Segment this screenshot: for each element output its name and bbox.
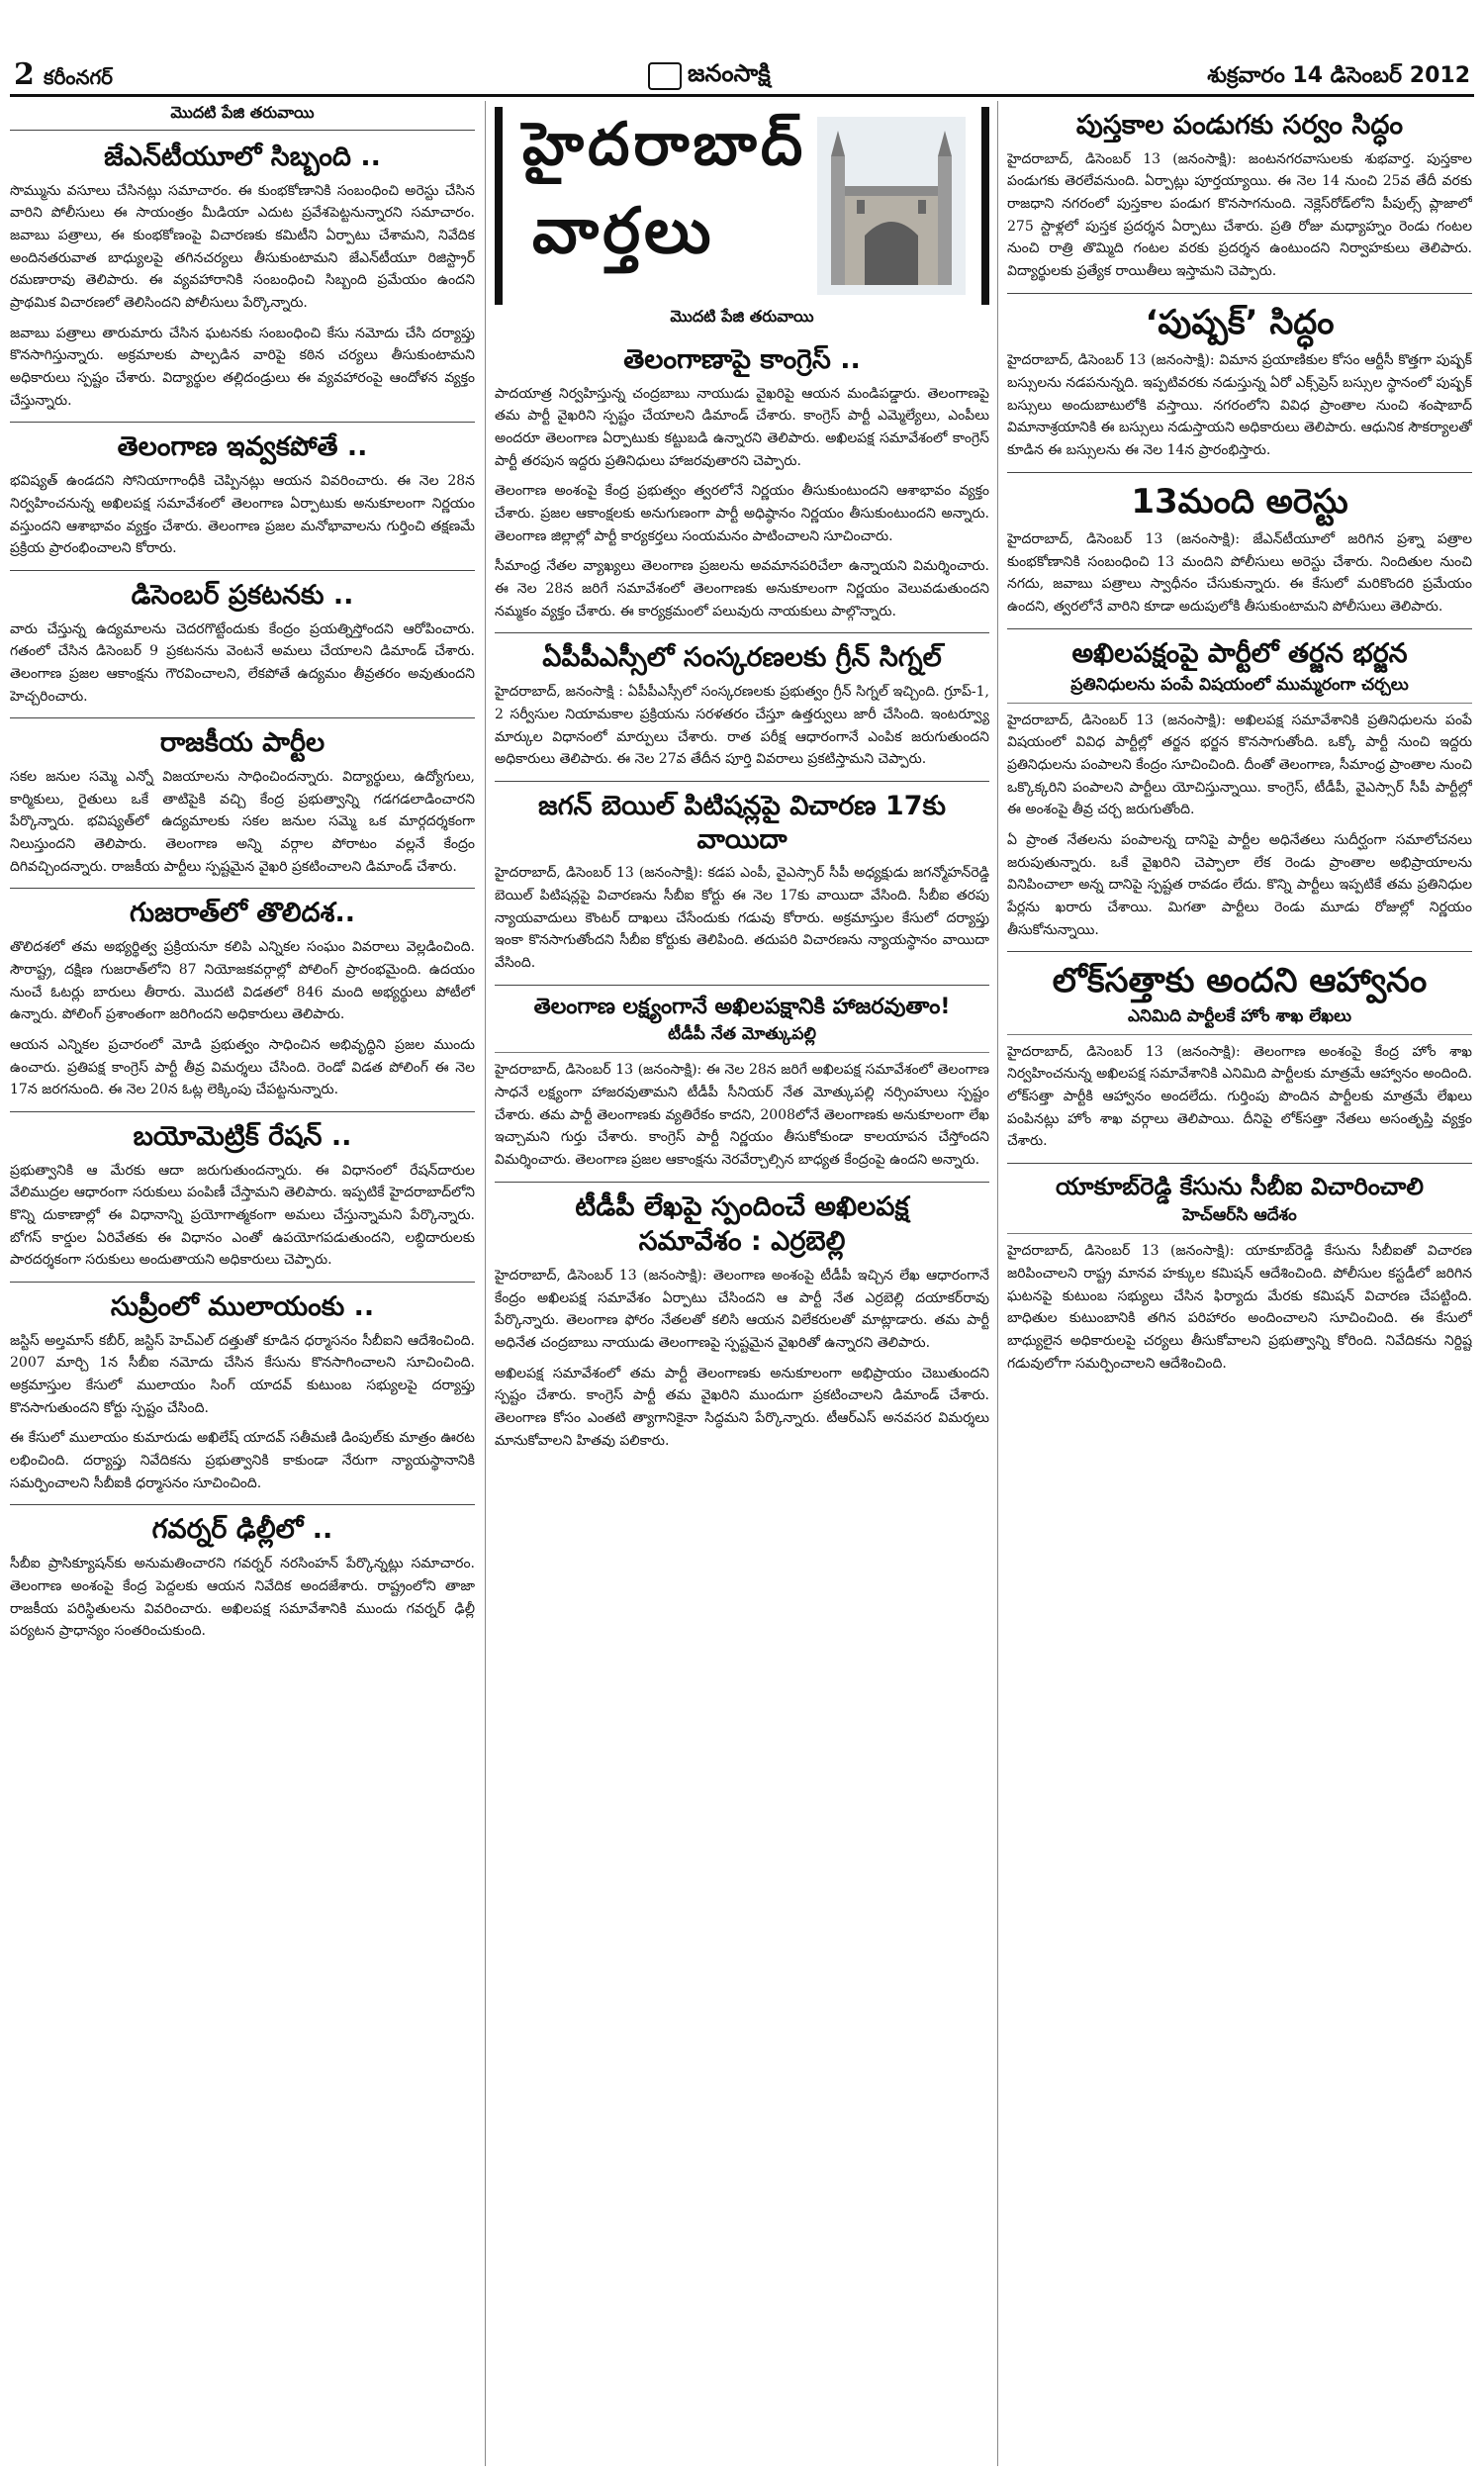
logo-emblem-icon: [648, 62, 682, 90]
article: [1007, 109, 1472, 283]
hyderabad-news-masthead: [495, 107, 989, 305]
article-paragraph: హైదరాబాద్, డిసెంబర్ 13 (జనంసాక్షి): కడప ఎంపీ, వైఎస్సార్ సీపీ అధ్యక్షుడు జగన్మోహన్‌రెడ్డి బెయిల్ పిటిషన్లపై విచారణను సీబీఐ కోర్టు ఈ నెల 17కు వాయిదా వేసింది. సీబీఐ తరపు న్యాయవాదులు కౌంటర్ దాఖలు చేసేందుకు గడువు కోరారు. అక్రమాస్తుల కేసులో దర్యాప్తు ఇంకా కొనసాగుతోందని సీబీఐ కోర్టుకు తెలిపింది. తదుపరి విచారణను న్యాయస్థానం వాయిదా వేసింది.: [495, 865, 989, 972]
article: [1007, 1172, 1472, 1375]
article-paragraph: అఖిలపక్ష సమావేశంలో తమ పార్టీ తెలంగాణకు అనుకూలంగా అభిప్రాయం చెబుతుందని స్పష్టం చేశారు. కాంగ్రెస్ పార్టీ తమ వైఖరిని ముందుగా ప్రకటించాలని డిమాండ్ చేశారు. తెలంగాణ కోసం ఎంతటి త్యాగానికైనా సిద్ధమని పేర్కొన్నారు. టీఆర్‌ఎస్ అనవసర విమర్శలు మానుకోవాలని హితవు పలికారు.: [495, 1365, 989, 1449]
column-left: [10, 101, 475, 2466]
edition-city: కరీంనగర్: [44, 65, 113, 89]
issue-date: శుక్రవారం 14 డిసెంబర్ 2012: [1207, 63, 1470, 88]
article: [495, 790, 989, 975]
article-paragraph: ఆయన ఎన్నికల ప్రచారంలో మోడి ప్రభుత్వం సాధించిన అభివృద్ధిని ప్రజల ముందు ఉంచారు. ప్రతిపక్ష కాంగ్రెస్ పార్టీ తీవ్ర విమర్శలు చేసింది. రెండో విడత పోలింగ్ ఈ నెల 17న జరగనుంది. ఈ నెల 20న ఓట్ల లెక్కింపు చేపట్టనున్నారు.: [10, 1036, 475, 1098]
article-divider: [495, 1182, 989, 1183]
article-headline: తెలంగాణ లక్ష్యంగానే అఖిలపక్షానికి హాజరవుతాం!: [533, 994, 951, 1019]
continued-banner: మొదటి పేజి తరువాయి: [10, 101, 475, 131]
article-headline: లోక్‌సత్తాకు అందని ఆహ్వానం: [1052, 961, 1428, 1001]
article-paragraph: సొమ్మును వసూలు చేసినట్లు సమాచారం. ఈ కుంభకోణానికి సంబంధించి అరెస్టు చేసిన వారిని పోలీసులు ఈ సాయంత్రం మీడియా ఎదుట ప్రవేశపెట్టనున్నారని సమాచారం. జవాబు పత్రాలు, ఈ కుంభకోణంపై విచారణకు కమిటీని ఏర్పాటు చేశామని, నివేదిక అందినతరువాత బాధ్యులపై తగినచర్యలు తీసుకుంటామని జేఎన్‌టీయూ రిజిస్ట్రార్ రమణారావు తెలిపారు. ఈ వ్యవహారానికి సంబంధించి సిబ్బంది ప్రమేయం ఉందని ప్రాథమిక విచారణలో తెలిసిందని పోలీసులు పేర్కొన్నారు.: [10, 182, 475, 312]
article-headline: సుప్రీంలో ములాయంకు ..: [110, 1291, 375, 1323]
article-paragraph: వారు చేస్తున్న ఉద్యమాలను చెదరగొట్టేందుకు కేంద్రం ప్రయత్నిస్తోందని ఆరోపించారు. గతంలో చేసిన డిసెంబర్ 9 ప్రకటనను వెంటనే అమలు చేయాలని డిమాండ్ చేశారు. తెలంగాణ ప్రజల ఆకాంక్షను గౌరవించాలని, లేకపోతే ఉద్యమం తీవ్రతరం అవుతుందని హెచ్చరించారు.: [10, 620, 475, 705]
article-headline: యాకూబ్‌రెడ్డి కేసును సీబీఐ విచారించాలి: [1056, 1173, 1424, 1201]
article-subhead: ప్రతినిధులను పంపే విషయంలో ముమ్మరంగా చర్చలు: [1007, 675, 1472, 704]
article-paragraph: జస్టిస్ అల్తమాస్ కబీర్, జస్టిస్ హెచ్‌ఎల్ దత్తుతో కూడిన ధర్మాసనం సీబీఐని ఆదేశించింది. 2007 మార్చి 1న సీబీఐ నమోదు చేసిన కేసును కొనసాగించాలని సూచించింది. అక్రమాస్తుల కేసులో ములాయం సింగ్ యాదవ్ కుటుంబ సభ్యులపై దర్యాప్తు కొనసాగుతుందని కోర్టు స్పష్టం చేసింది.: [10, 1332, 475, 1416]
article: [495, 1190, 989, 1453]
article: [1007, 302, 1472, 462]
article-divider: [10, 1504, 475, 1505]
article: [10, 1120, 475, 1272]
article-headline-line2: సమావేశం : ఎర్రబెల్లి: [638, 1226, 846, 1258]
masthead-rule: [10, 94, 1474, 97]
article-paragraph: హైదరాబాద్, డిసెంబర్ 13 (జనంసాక్షి): ఈ నెల 28న జరిగే అఖిలపక్ష సమావేశంలో తెలంగాణ సాధనే లక్ష్యంగా హాజరవుతామని టీడీపీ సీనియర్ నేత మోత్కుపల్లి నర్సింహులు స్పష్టం చేశారు. తమ పార్టీ తెలంగాణకు వ్యతిరేకం కాదని, 2008లోనే తెలంగాణకు అనుకూలంగా లేఖ ఇచ్చామని గుర్తు చేశారు. కాంగ్రెస్ పార్టీ నిర్ణయం తీసుకోకుండా కాలయాపన చేస్తోందని విమర్శించారు. తెలంగాణ ప్రజల ఆకాంక్షను నెరవేర్చాల్సిన బాధ్యత కేంద్రంపై ఉందని అన్నారు.: [495, 1062, 989, 1168]
article-divider: [10, 888, 475, 889]
article: [1007, 637, 1472, 941]
article-headline: అఖిలపక్షంపై పార్టీలో తర్జన భర్జన: [1071, 637, 1408, 669]
article-paragraph: హైదరాబాద్, డిసెంబర్ 13 (జనంసాక్షి): తెలంగాణ అంశంపై టీడీపీ ఇచ్చిన లేఖ ఆధారంగానే కేంద్రం అఖిలపక్ష సమావేశం ఏర్పాటు చేసిందని ఆ పార్టీ నేత ఎర్రబెల్లి దయాకర్‌రావు పేర్కొన్నారు. తెలంగాణ ఫోరం నేతలతో కలిసి ఆయన విలేకరులతో మాట్లాడారు. తమ పార్టీ అధినేత చంద్రబాబు నాయుడు తెలంగాణపై స్పష్టమైన వైఖరితో ఉన్నారని తెలిపారు.: [495, 1268, 989, 1352]
article-paragraph: హైదరాబాద్, జనంసాక్షి : ఏపీపీఎస్సీలో సంస్కరణలకు ప్రభుత్వం గ్రీన్ సిగ్నల్ ఇచ్చింది. గ్రూప్-1, 2 సర్వీసుల నియామకాల ప్రక్రియను సరళతరం చేస్తూ ఉత్తర్వులు జారీ చేసింది. ఇంటర్వ్యూ మార్కుల విధానంలో మార్పులు చేశారు. రాత పరీక్ష ఆధారంగానే ఎంపిక జరుగుతుందని అధికారులు తెలిపారు. ఈ నెల 27వ తేదీన పూర్తి వివరాలు ప్రకటిస్తామని చెప్పారు.: [495, 684, 989, 768]
article-paragraph: జవాబు పత్రాలు తారుమారు చేసిన ఘటనకు సంబంధించి కేసు నమోదు చేసి దర్యాప్తు కొనసాగిస్తున్నారు. అక్రమాలకు పాల్పడిన వారిపై కఠిన చర్యలు తీసుకుంటామని అధికారులు స్పష్టం చేశారు. విద్యార్థుల తల్లిదండ్రులు ఈ వ్యవహారంపై ఆందోళన వ్యక్తం చేస్తున్నారు.: [10, 325, 475, 409]
article-divider: [10, 1282, 475, 1283]
article-headline: డిసెంబర్ ప్రకటనకు ..: [131, 579, 354, 611]
article-subhead: ఎనిమిది పార్టీలకే హోం శాఖ లేఖలు: [1007, 1006, 1472, 1035]
newspaper-logo: [648, 61, 771, 91]
article-headline: ‘పుష్పక్’ సిద్ధం: [1145, 302, 1335, 342]
continued-banner: మొదటి పేజి తరువాయి: [670, 307, 814, 326]
article: [495, 994, 989, 1172]
article-divider: [10, 1111, 475, 1112]
article-divider: [10, 570, 475, 571]
article-headline: టీడీపీ లేఖపై స్పందించే అఖిలపక్ష: [575, 1190, 909, 1222]
article-headline: 13మంది అరెస్టు: [1131, 481, 1348, 522]
article-paragraph: ప్రభుత్వానికి ఆ మేరకు ఆదా జరుగుతుందన్నారు. ఈ విధానంలో రేషన్‌దారుల వేలిముద్రల ఆధారంగా సరుకులు పంపిణీ చేస్తామని తెలిపారు. ఇప్పటికే హైదరాబాద్‌లోని కొన్ని దుకాణాల్లో ఈ విధానాన్ని ప్రయోగాత్మకంగా అమలు చేస్తున్నామని పేర్కొన్నారు. బోగస్ కార్డుల ఏరివేతకు ఈ విధానం ఎంతో ఉపయోగపడుతుందని, లబ్ధిదారులకు పారదర్శకంగా సరుకులు అందుతాయని అధికారులు చెప్పారు.: [10, 1162, 475, 1269]
article-headline: జేఎన్‌టీయూలో సిబ్బంది ..: [104, 142, 381, 172]
masthead: [0, 0, 1484, 95]
article-paragraph: తొలిదశలో తమ అభ్యర్థిత్వ ప్రక్రియనూ కలిపి ఎన్నికల సంఘం వివరాలు వెల్లడించింది. సౌరాష్ట్ర, దక్షిణ గుజరాత్‌లోని 87 నియోజకవర్గాల్లో పోలింగ్ ప్రారంభమైంది. ఉదయం నుంచే ఓటర్లు బారులు తీరారు. మొదటి విడతలో 846 మంది అభ్యర్థులు పోటీలో ఉన్నారు. పోలింగ్ ప్రశాంతంగా జరిగిందని అధికారులు తెలిపారు.: [10, 939, 475, 1023]
article: [10, 1513, 475, 1642]
article: [10, 1290, 475, 1494]
charminar-icon: [817, 117, 966, 295]
article-paragraph: హైదరాబాద్, డిసెంబర్ 13 (జనంసాక్షి): యాకూబ్‌రెడ్డి కేసును సీబీఐతో విచారణ జరిపించాలని రాష్ట్ర మానవ హక్కుల కమిషన్ ఆదేశించింది. పోలీసుల కస్టడీలో జరిగిన ఘటనపై కుటుంబ సభ్యులు చేసిన ఫిర్యాదు మేరకు కమిషన్ విచారణ చేపట్టింది. బాధితుల కుటుంబానికి తగిన పరిహారం అందించాలని సూచించింది. ఈ కేసులో బాధ్యులైన అధికారులపై చర్యలు తీసుకోవాలని ప్రభుత్వాన్ని కోరింది. నివేదికను నిర్దిష్ట గడువులోగా సమర్పించాలని ఆదేశించింది.: [1007, 1243, 1472, 1372]
article-paragraph: ఏ ప్రాంత నేతలను పంపాలన్న దానిపై పార్టీల అధినేతలు సుదీర్ఘంగా సమాలోచనలు జరుపుతున్నారు. ఒకే వైఖరిని చెప్పాలా లేక రెండు ప్రాంతాల అభిప్రాయాలను వినిపించాలా అన్న దానిపై స్పష్టత రావడం లేదు. కొన్ని పార్టీలు ఇప్పటికే తమ ప్రతినిధుల పేర్లను ఖరారు చేశాయి. మిగతా పార్టీలు రెండు మూడు రోజుల్లో నిర్ణయం తీసుకోనున్నాయి.: [1007, 831, 1472, 938]
article: [1007, 960, 1472, 1153]
article-paragraph: హైదరాబాద్, డిసెంబర్ 13 (జనంసాక్షి): తెలంగాణ అంశంపై కేంద్ర హోం శాఖ నిర్వహించనున్న అఖిలపక్ష సమావేశానికి ఎనిమిది పార్టీలకు మాత్రమే ఆహ్వానం అందింది. లోక్‌సత్తా పార్టీకి ఆహ్వానం అందలేదు. గుర్తింపు పొందిన పార్టీలకు మాత్రమే లేఖలు పంపినట్లు హోం శాఖ వర్గాలు తెలిపాయి. దీనిపై లోక్‌సత్తా నేతలు అసంతృప్తి వ్యక్తం చేశారు.: [1007, 1043, 1472, 1150]
article-divider: [1007, 628, 1472, 629]
article-divider: [10, 422, 475, 423]
article-paragraph: ఈ కేసులో ములాయం కుమారుడు అఖిలేష్ యాదవ్ సతీమణి డింపుల్‌కు మాత్రం ఊరట లభించింది. దర్యాప్తు నివేదికను ప్రభుత్వానికి కాకుండా నేరుగా న్యాయస్థానానికి సమర్పించాలని సీబీఐకి ధర్మాసనం సూచించింది.: [10, 1430, 475, 1491]
article-divider: [1007, 472, 1472, 473]
article-divider: [10, 717, 475, 718]
logo-text: జనంసాక్షి: [688, 59, 771, 87]
column-divider-1: [485, 101, 486, 2466]
article-paragraph: భవిష్యత్ ఉండదని సోనియాగాంధీకి చెప్పినట్లు ఆయన వివరించారు. ఈ నెల 28న నిర్వహించనున్న అఖిలపక్ష సమావేశంలో తెలంగాణ ఏర్పాటుకు అనుకూలంగా నిర్ణయం వస్తుందని ఆశాభావం వ్యక్తం చేశారు. తెలంగాణ ప్రజల మనోభావాలను గుర్తించి తక్షణమే ప్రక్రియ ప్రారంభించాలని కోరారు.: [10, 473, 475, 557]
article: [495, 641, 989, 770]
article-divider: [1007, 1163, 1472, 1164]
article-divider: [495, 781, 989, 782]
article-paragraph: హైదరాబాద్, డిసెంబర్ 13 (జనంసాక్షి): అఖిలపక్ష సమావేశానికి ప్రతినిధులను పంపే విషయంలో వివిధ పార్టీల్లో తర్జన భర్జన కొనసాగుతోంది. ఒక్కో పార్టీ నుంచి ఇద్దరు ప్రతినిధులను పంపాలని కేంద్రం సూచించింది. దీంతో తెలంగాణ, సీమాంధ్ర ప్రాంతాల నుంచి ఒక్కొక్కరిని పంపాలని పార్టీలు యోచిస్తున్నాయి. కాంగ్రెస్, టీడీపీ, వైఎస్సార్ సీపీ పార్టీల్లో ఈ అంశంపై తీవ్ర చర్చ జరుగుతోంది.: [1007, 712, 1472, 818]
article-headline: తెలంగాణ ఇవ్వకపోతే ..: [117, 431, 368, 463]
article-subhead: టీడీపీ నేత మోత్కుపల్లి: [495, 1024, 989, 1053]
article: [10, 430, 475, 559]
article-paragraph: హైదరాబాద్, డిసెంబర్ 13 (జనంసాక్షి): జేఎన్‌టీయూలో జరిగిన ప్రశ్నా పత్రాల కుంభకోణానికి సంబంధించి 13 మందిని పోలీసులు అరెస్టు చేశారు. నిందితుల నుంచి నగదు, జవాబు పత్రాలు స్వాధీనం చేసుకున్నారు. ఈ కేసులో మరికొందరి ప్రమేయం ఉందని, త్వరలోనే వారిని కూడా అదుపులోకి తీసుకుంటామని పోలీసులు తెలిపారు.: [1007, 531, 1472, 616]
article-headline: పుస్తకాల పండుగకు సర్వం సిద్ధం: [1075, 110, 1404, 141]
article-paragraph: సీబీఐ ప్రాసిక్యూషన్‌కు అనుమతించారని గవర్నర్ నరసింహన్ పేర్కొన్నట్లు సమాచారం. తెలంగాణ అంశంపై కేంద్ర పెద్దలకు ఆయన నివేదిక అందజేశారు. రాష్ట్రంలోని తాజా రాజకీయ పరిస్థితులను వివరించారు. అఖిలపక్ష సమావేశానికి ముందు గవర్నర్ ఢిల్లీ పర్యటన ప్రాధాన్యం సంతరించుకుంది.: [10, 1556, 475, 1640]
article: [10, 141, 475, 412]
article: [10, 579, 475, 708]
article-paragraph: సీమాంధ్ర నేతల వ్యాఖ్యలు తెలంగాణ ప్రజలను అవమానపరిచేలా ఉన్నాయని విమర్శించారు. ఈ నెల 28న జరిగే సమావేశంలో తెలంగాణకు అనుకూలంగా నిర్ణయం వెలువడుతుందని నమ్మకం వ్యక్తం చేశారు. ఈ కార్యక్రమంలో పలువురు నాయకులు పాల్గొన్నారు.: [495, 558, 989, 619]
article: [1007, 481, 1472, 618]
article-paragraph: పాదయాత్ర నిర్వహిస్తున్న చంద్రబాబు నాయుడు వైఖరిపై ఆయన మండిపడ్డారు. తెలంగాణపై తమ పార్టీ వైఖరిని స్పష్టం చేయాలని డిమాండ్ చేశారు. కాంగ్రెస్ పార్టీ ఎమ్మెల్యేలు, ఎంపీలు అందరూ తెలంగాణ ఏర్పాటుకు కట్టుబడి ఉన్నారని తెలిపారు. అఖిలపక్ష సమావేశంలో కాంగ్రెస్ పార్టీ తరపున ఇద్దరు ప్రతినిధులు హాజరవుతారని చెప్పారు.: [495, 385, 989, 469]
article-subhead: హెచ్‌ఆర్‌సి ఆదేశం: [1007, 1205, 1472, 1234]
article-headline: రాజకీయ పార్టీల: [159, 727, 325, 759]
article-divider: [495, 985, 989, 986]
article-paragraph: హైదరాబాద్, డిసెంబర్ 13 (జనంసాక్షి): విమాన ప్రయాణికుల కోసం ఆర్టీసీ కొత్తగా పుష్పక్ బస్సులను నడపనున్నది. ఇప్పటివరకు నడుస్తున్న ఏరో ఎక్స్‌ప్రెస్ బస్సుల స్థానంలో పుష్పక్ బస్సులు అందుబాటులోకి వస్తాయి. నగరంలోని వివిధ ప్రాంతాల నుంచి శంషాబాద్ విమానాశ్రయానికి ఈ బస్సులు నడుస్తాయని అధికారులు తెలిపారు. ఆధునిక సౌకర్యాలతో కూడిన ఈ బస్సులను ఈ నెల 14న ప్రారంభిస్తారు.: [1007, 352, 1472, 458]
article: [10, 726, 475, 878]
article-headline: బయోమెట్రిక్ రేషన్ ..: [133, 1120, 352, 1152]
article-paragraph: హైదరాబాద్, డిసెంబర్ 13 (జనంసాక్షి): జంటనగరవాసులకు శుభవార్త. పుస్తకాల పండుగకు తెరలేవనుంది. ఏర్పాట్లు పూర్తయ్యాయి. ఈ నెల 14 నుంచి 25వ తేదీ వరకు రాజధాని నగరంలో పుస్తకాల పండుగ కొనసాగనుంది. నెక్లెస్‌రోడ్‌లోని పీపుల్స్ ప్లాజాలో 275 స్టాళ్లలో పుస్తక ప్రదర్శన ఏర్పాటు చేశారు. ప్రతి రోజు మధ్యాహ్నం రెండు గంటల నుంచి రాత్రి తొమ్మిది గంటల వరకు ప్రదర్శన ఉంటుందని నిర్వాహకులు తెలిపారు. విద్యార్థులకు ప్రత్యేక రాయితీలు ఇస్తామని చెప్పారు.: [1007, 150, 1472, 280]
article-divider: [495, 632, 989, 633]
article-headline: గుజరాత్‌లో తొలిదశ..: [130, 898, 355, 929]
column-right: [1007, 101, 1472, 2466]
article-paragraph: సకల జనుల సమ్మె ఎన్నో విజయాలను సాధించిందన్నారు. విద్యార్థులు, ఉద్యోగులు, కార్మికులు, రైతులు ఒకే తాటిపైకి వచ్చి కేంద్ర ప్రభుత్వాన్ని గడగడలాడించారని పేర్కొన్నారు. భవిష్యత్‌లో ఉద్యమాలకు సకల జనుల సమ్మె ఒక మార్గదర్శకంగా నిలుస్తుందని తెలిపారు. తెలంగాణ అన్ని వర్గాల పోరాటం వల్లనే కేంద్రం దిగివచ్చిందన్నారు. రాజకీయ పార్టీలు స్పష్టమైన వైఖరి ప్రకటించాలని డిమాండ్ చేశారు.: [10, 769, 475, 875]
article-headline: జగన్ బెయిల్ పిటిషన్లపై విచారణ 17కు వాయిదా: [538, 790, 946, 855]
article-headline: తెలంగాణాపై కాంగ్రెస్ ..: [623, 344, 861, 375]
hyderabad-title: హైదరాబాద్: [522, 110, 807, 179]
article: [10, 897, 475, 1100]
column-divider-2: [997, 101, 998, 2466]
article-headline: ఏపీపీఎస్సీలో సంస్కరణలకు గ్రీన్ సిగ్నల్: [542, 642, 942, 674]
article-paragraph: తెలంగాణ అంశంపై కేంద్ర ప్రభుత్వం త్వరలోనే నిర్ణయం తీసుకుంటుందని ఆశాభావం వ్యక్తం చేశారు. ప్రజల ఆకాంక్షలకు అనుగుణంగా పార్టీ అధిష్ఠానం నిర్ణయం తీసుకుంటుందని అన్నారు. తెలంగాణ జిల్లాల్లో పార్టీ కార్యకర్తలు సంయమనం పాటించాలని సూచించారు.: [495, 483, 989, 544]
article-headline: గవర్నర్ ఢిల్లీలో ..: [151, 1514, 333, 1546]
page-number: 2: [14, 57, 35, 92]
news-title: వార్తలు: [532, 195, 715, 268]
column-center: [495, 101, 989, 2466]
article-divider: [1007, 951, 1472, 952]
article-divider: [1007, 293, 1472, 294]
article: [495, 343, 989, 622]
